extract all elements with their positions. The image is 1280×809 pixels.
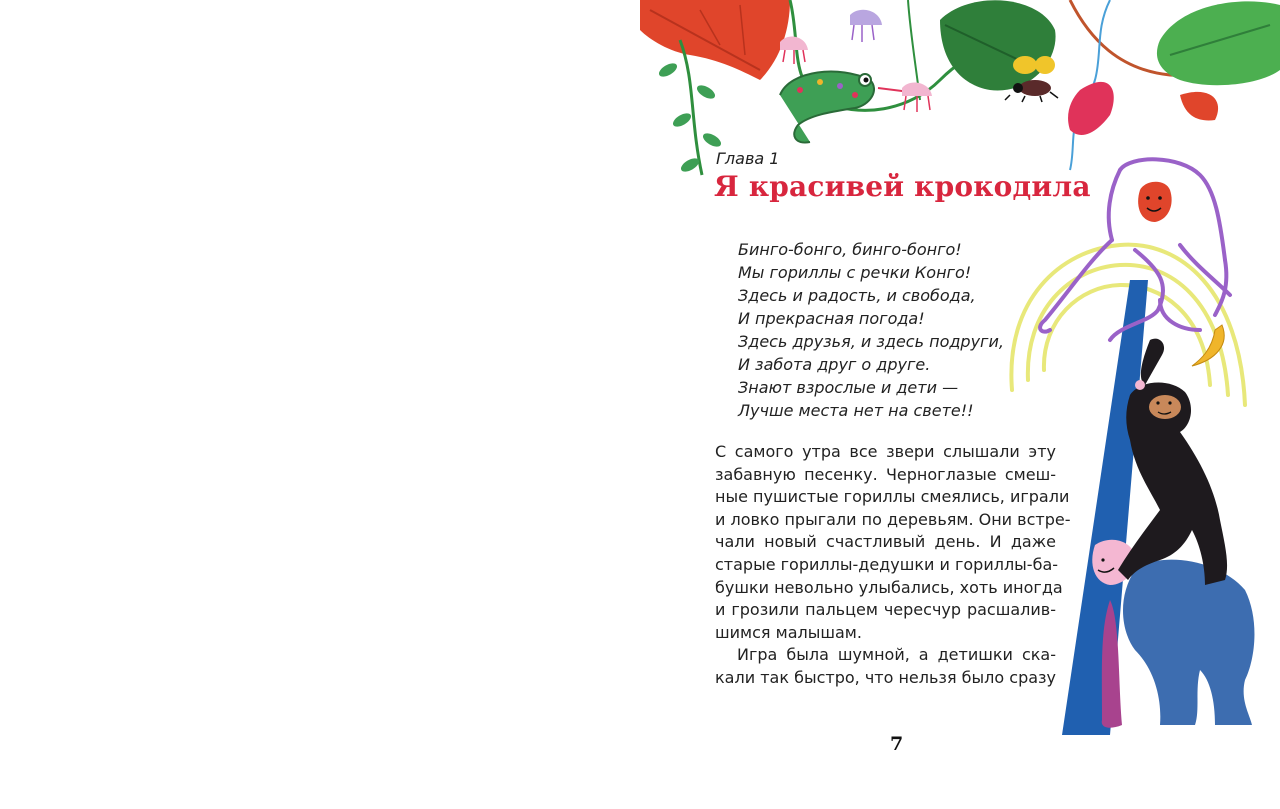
gorilla-face-icon	[1138, 182, 1171, 222]
poem-line: Мы гориллы с речки Конго!	[738, 263, 972, 282]
body-line: бушки невольно улыбались, хоть иногда	[715, 577, 1063, 597]
body-line: кали так быстро, что нельзя было сразу	[715, 667, 1056, 687]
red-leaf-hanging-icon	[1068, 82, 1114, 135]
poem-line: Лучше места нет на свете!!	[738, 401, 974, 420]
poem-line: Здесь и радость, и свобода,	[738, 286, 976, 305]
body-line: и ловко прыгали по деревьям. Они встре-	[715, 509, 1071, 529]
poem-line: Здесь друзья, и здесь подруги,	[738, 332, 1004, 351]
chapter-title: Я красивей крокодила	[714, 170, 1091, 203]
body-line: Игра была шумной, а детишки ска-	[737, 645, 1056, 665]
poem-line: Бинго-бонго, бинго-бонго!	[738, 240, 962, 259]
green-leaf-icon	[940, 0, 1056, 90]
body-line: старые гориллы-дедушки и гориллы-ба-	[715, 554, 1059, 574]
poem-line: Знают взрослые и дети —	[738, 378, 959, 397]
green-leaf-right-icon	[1157, 1, 1280, 85]
poem	[738, 238, 1004, 422]
body-line: ные пушистые гориллы смеялись, играли	[715, 487, 1070, 507]
body-line: С самого утра все звери слышали эту	[715, 442, 1056, 461]
right-page	[640, 0, 1280, 809]
body-line: шимся малышам.	[715, 622, 862, 642]
poem-line: И прекрасная погода!	[738, 309, 925, 328]
body-line: забавную песенку. Черноглазые смеш-	[715, 464, 1056, 484]
red-leaf-small-icon	[1180, 92, 1218, 121]
body-line: и грозили пальцем чересчур расшалив-	[715, 600, 1056, 620]
poem-line: И забота друг о друге.	[738, 355, 931, 374]
chapter-label: Глава 1	[716, 149, 780, 168]
body-text	[715, 441, 1071, 690]
body-line: чали новый счастливый день. И даже	[715, 532, 1056, 552]
page-number: 7	[890, 733, 904, 755]
